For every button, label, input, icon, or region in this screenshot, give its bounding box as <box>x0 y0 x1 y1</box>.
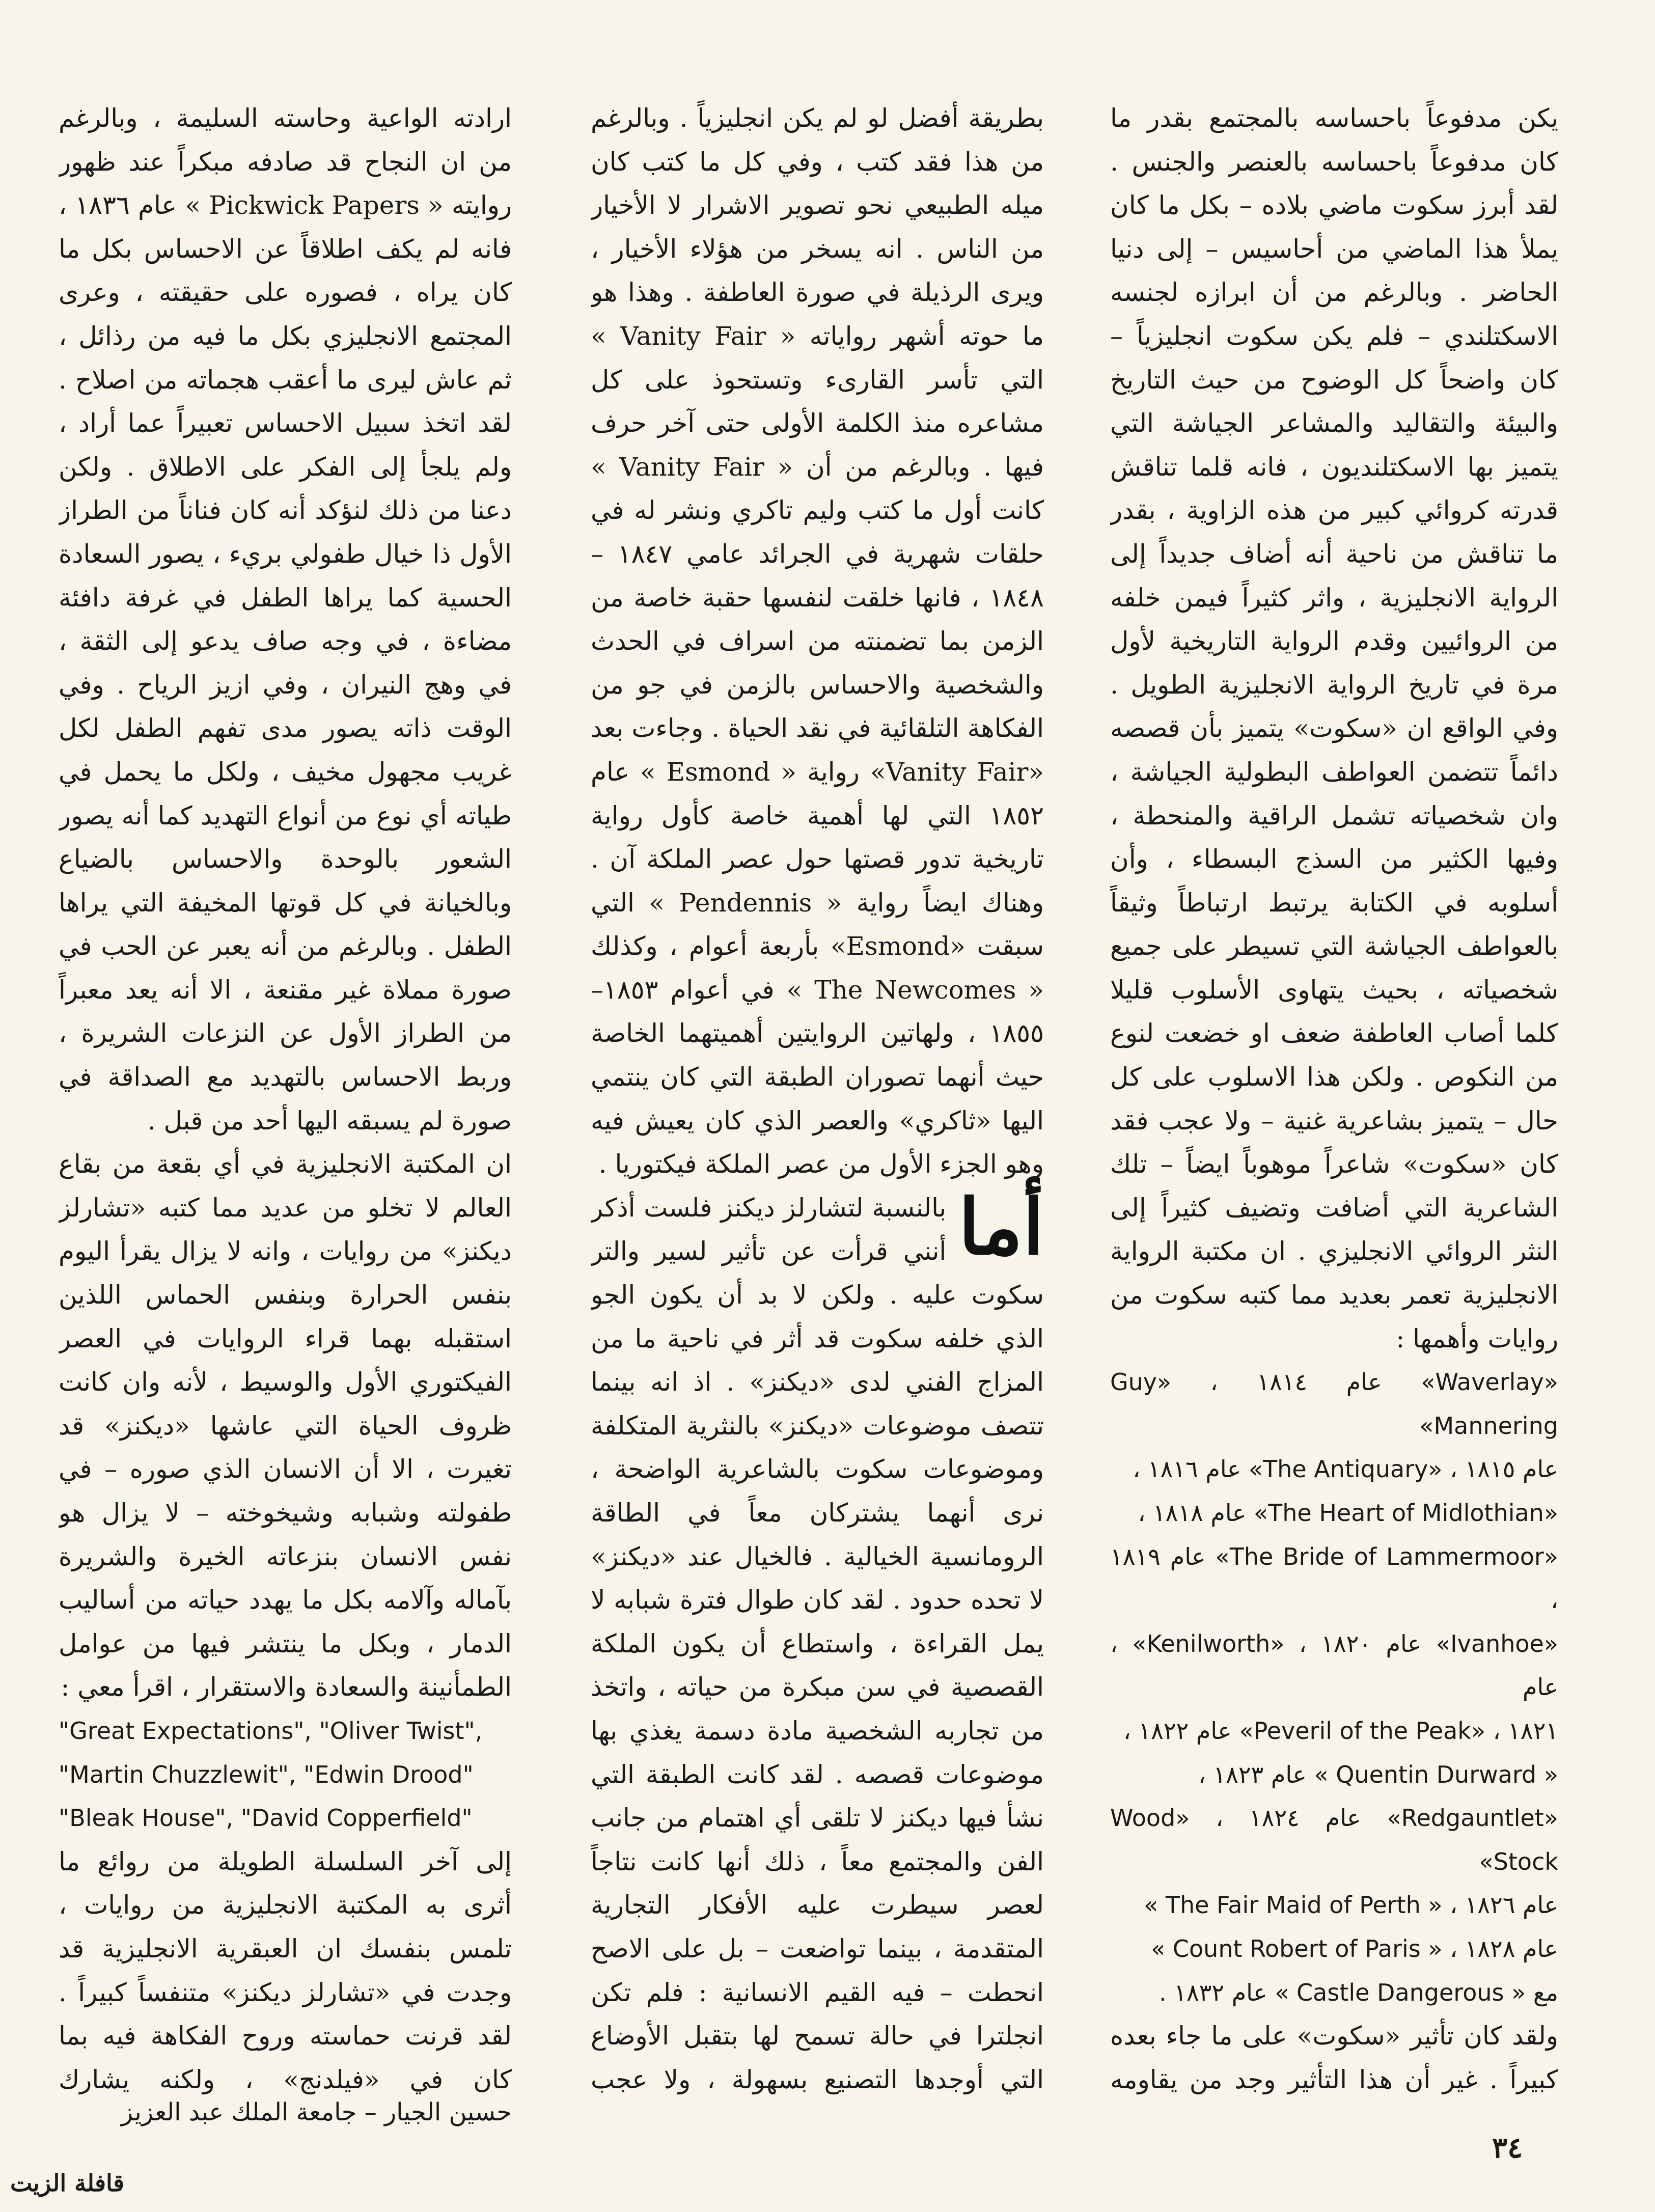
paragraph-text: إلى آخر السلسلة الطويلة من روائع ما أثرى به المكتبة الانجليزية من روايات ، تلمس بنفسك ان العبقرية الانجليزية قد وجدت في «تشارلز ديكنز» متنفساً كبيراً . لقد قرنت حماسته وروح الفكاهة فيه بما كان في «فيلدنج» ، ولكنه يشارك <box>59 1846 512 2094</box>
dickens-works-line: "Martin Chuzzlewit", "Edwin Drood" <box>59 1760 474 1788</box>
magazine-name: قافلة الزيت <box>10 2169 125 2197</box>
work-title-line: «The Heart of Midlothian» عام ١٨١٨ ، <box>1138 1499 1558 1527</box>
dickens-works-line: "Bleak House", "David Copperfield" <box>59 1804 473 1832</box>
article-column-right <box>1110 97 1558 2098</box>
dickens-works-line: "Great Expectations", "Oliver Twist", <box>59 1717 483 1745</box>
work-title-line: « Quentin Durward » عام ١٨٢٣ ، <box>1198 1760 1558 1788</box>
work-title-line: «Ivanhoe» عام ١٨٢٠ ، «Kenilworth» ، عام <box>1110 1629 1558 1701</box>
author-signature: حسين الجيار – جامعة الملك عبد العزيز <box>121 2098 512 2126</box>
work-title-line: مع « Castle Dangerous » عام ١٨٣٢ . <box>1159 1978 1558 2006</box>
paragraph: ان المكتبة الانجليزية في أي بقعة من بقاع العالم لا تخلو من عديد مما كتبه «تشارلز ديكنز» من روايات ، وانه لا يزال يقرأ اليوم بنفس الحرارة وبنفس الحماس اللذين استقبله بهما قراء الروايات في العصر الفيكتوري الأول والوسيط ، لأنه وان كانت ظروف الحياة التي عاشها «ديكنز» قد تغيرت ، الا أن الانسان الذي صوره – في طفولته وشبابه وشيخوخته – لا يزال هو نفس الانسان بنزعاته الخيرة والشريرة بآماله وآلامه بكل ما يهدد حياته من أساليب الدمار ، وبكل ما ينتشر فيها من عوامل الطمأنينة والسعادة والاستقرار ، اقرأ معي : <box>59 1149 512 1702</box>
paragraph-text: بالنسبة لتشارلز ديكنز فلست أذكر أنني قرأت عن تأثير لسير والتر سكوت عليه . ولكن لا بد أن يكون الجو الذي خلفه سكوت قد أثر في ناحية ما من المزاج الفني لدى «ديكنز» . اذ انه بينما تتصف موضوعات «ديكنز» بالنثرية المتكلفة وموضوعات سكوت بالشاعرية الواضحة ، نرى أنهما يشتركان معاً في الطاقة الرومانسية الخيالية . فالخيال عند «ديكنز» لا تحده حدود . لقد كان طوال فترة شبابه لا يمل القراءة ، واستطاع أن يكون الملكة القصصية في سن مبكرة من حياته ، واتخذ من تجاربه الشخصية مادة دسمة يغذي بها موضوعات قصصه . لقد كانت الطبقة التي نشأ فيها ديكنز لا تلقى أي اهتمام من جانب الفن والمجتمع معاً ، ذلك أنها كانت نتاجاً لعصر سيطرت عليه الأفكار التجارية المتقدمة ، بينما تواضعت – بل على الاصح انحطت – فيه القيم الانسانية : فلم تكن انجلترا في حالة تسمح لها بتقبل الأوضاع التي أوجدها التصنيع بسهولة ، ولا عجب <box>591 1193 1044 2094</box>
paragraph: بطريقة أفضل لو لم يكن انجليزياً . وبالرغم من هذا فقد كتب ، وفي كل ما كتب كان ميله الطبيعي نحو تصوير الاشرار لا الأخيار من الناس . انه يسخر من هؤلاء الأخيار ، ويرى الرذيلة في صورة العاطفة . وهذا هو ما حوته أشهر رواياته « Vanity Fair » التي تأسر القارىء وتستحوذ على كل مشاعره منذ الكلمة الأولى حتى آخر حرف فيها . وبالرغم من أن « Vanity Fair » كانت أول ما كتب وليم تاكري ونشر له في حلقات شهرية في الجرائد عامي ١٨٤٧ – ١٨٤٨ ، فانها خلقت لنفسها حقبة خاصة من الزمن بما تضمنته من اسراف في الحدث والشخصية والاحساس بالزمن في جو من الفكاهة التلقائية في نقد الحياة . وجاءت بعد «Vanity Fair» رواية « Esmond » عام ١٨٥٢ التي لها أهمية خاصة كأول رواية تاريخية تدور قصتها حول عصر الملكة آن . وهناك ايضاً رواية « Pendennis » التي سبقت «Esmond» بأربعة أعوام ، وكذلك « The Newcomes » في أعوام ١٨٥٣–١٨٥٥ ، ولهاتين الروايتين أهميتهما الخاصة حيث أنهما تصوران الطبقة التي كان ينتمي اليها «ثاكري» والعصر الذي كان يعيش فيه وهو الجزء الأول من عصر الملكة فيكتوريا . <box>591 103 1044 1179</box>
page-number: ٣٤ <box>1492 2131 1523 2165</box>
article-column-middle <box>591 97 1044 2098</box>
drop-cap: أما <box>958 1182 1044 1272</box>
paragraph: ولقد كان تأثير «سكوت» على ما جاء بعده كبيراً . غير أن هذا التأثير وجد من يقاومه <box>1110 2021 1558 2094</box>
work-title-line: ١٨٢١ ، «Peveril of the Peak» عام ١٨٢٢ ، <box>1123 1717 1558 1745</box>
paragraph-with-drop-cap <box>591 1182 1044 2098</box>
article-column-left <box>59 97 512 2098</box>
work-title-line: «Redgauntlet» عام ١٨٢٤ ، «Wood Stock» <box>1110 1804 1558 1875</box>
work-title-line: عام ١٨٢٨ ، « Count Robert of Paris » <box>1151 1934 1558 1962</box>
paragraph: يكن مدفوعاً باحساسه بالمجتمع بقدر ما كان مدفوعاً باحساسه بالعنصر والجنس . لقد أبرز سكوت ماضي بلاده – بكل ما كان يملأ هذا الماضي من أحاسيس – إلى دنيا الحاضر . وبالرغم من أن ابرازه لجنسه الاسكتلندي – فلم يكن سكوت انجليزياً – كان واضحاً كل الوضوح من حيث التاريخ والبيئة والتقاليد والمشاعر الجياشة التي يتميز بها الاسكتلنديون ، فانه قلما تناقش قدرته كروائي كبير من هذه الزاوية ، بقدر ما تناقش من ناحية أنه أضاف جديداً إلى الرواية الانجليزية ، واثر كثيراً فيمن خلفه من الروائيين وقدم الرواية التاريخية لأول مرة في تاريخ الرواية الانجليزية الطويل . وفي الواقع ان «سكوت» يتميز بأن قصصه دائماً تتضمن العواطف البطولية الجياشة ، وان شخصياته تشمل الراقية والمنحطة ، وفيها الكثير من السذج البسطاء ، وأن أسلوبه في الكتابة يرتبط ارتباطاً وثيقاً بالعواطف الجياشة التي تسيطر على جميع شخصياته ، بحيث يتهاوى الأسلوب قليلا كلما أصاب العاطفة ضعف او خضعت لنوع من النكوص . ولكن هذا الاسلوب على كل حال – يتميز بشاعرية غنية – ولا عجب فقد كان «سكوت» شاعراً موهوباً ايضاً – تلك الشاعرية التي أضافت وتضيف كثيراً إلى النثر الروائي الانجليزي . ان مكتبة الرواية الانجليزية تعمر بعديد مما كتبه سكوت من روايات وأهمها : <box>1110 103 1558 1353</box>
work-title-line: «Waverlay» عام ١٨١٤ ، «Guy Mannering» <box>1110 1368 1558 1440</box>
work-title-line: «The Bride of Lammermoor» عام ١٨١٩ ، <box>1110 1542 1558 1614</box>
paragraph <box>59 1840 512 2098</box>
work-title-line: عام ١٨٢٦ ، « The Fair Maid of Perth » <box>1144 1891 1558 1919</box>
work-title-line: عام ١٨١٥ ، «The Antiquary» عام ١٨١٦ ، <box>1133 1455 1558 1483</box>
paragraph: ارادته الواعية وحاسته السليمة ، وبالرغم من ان النجاح قد صادفه مبكراً عند ظهور روايته « Pickwick Papers » عام ١٨٣٦ ، فانه لم يكف اطلاقاً عن الاحساس بكل ما كان يراه ، فصوره على حقيقته ، وعرى المجتمع الانجليزي بكل ما فيه من رذائل ، ثم عاش ليرى ما أعقب هجماته من اصلاح . لقد اتخذ سبيل الاحساس تعبيراً عما أراد ، ولم يلجأ إلى الفكر على الاطلاق . ولكن دعنا من ذلك لنؤكد أنه كان فناناً من الطراز الأول ذا خيال طفولي بريء ، يصور السعادة الحسية كما يراها الطفل في غرفة دافئة مضاءة ، في وجه صاف يدعو إلى الثقة ، في وهج النيران ، وفي ازيز الرياح . وفي الوقت ذاته يصور مدى تفهم الطفل لكل غريب مجهول مخيف ، ولكل ما يحمل في طياته أي نوع من أنواع التهديد كما أنه يصور الشعور بالوحدة والاحساس بالضياع وبالخيانة في كل قوتها المخيفة التي يراها الطفل . وبالرغم من أنه يعبر عن الحب في صورة مملاة غير مقنعة ، الا أنه يعد معبراً من الطراز الأول عن النزعات الشريرة ، وربط الاحساس بالتهديد مع الصداقة في صورة لم يسبقه اليها أحد من قبل . <box>59 103 512 1136</box>
